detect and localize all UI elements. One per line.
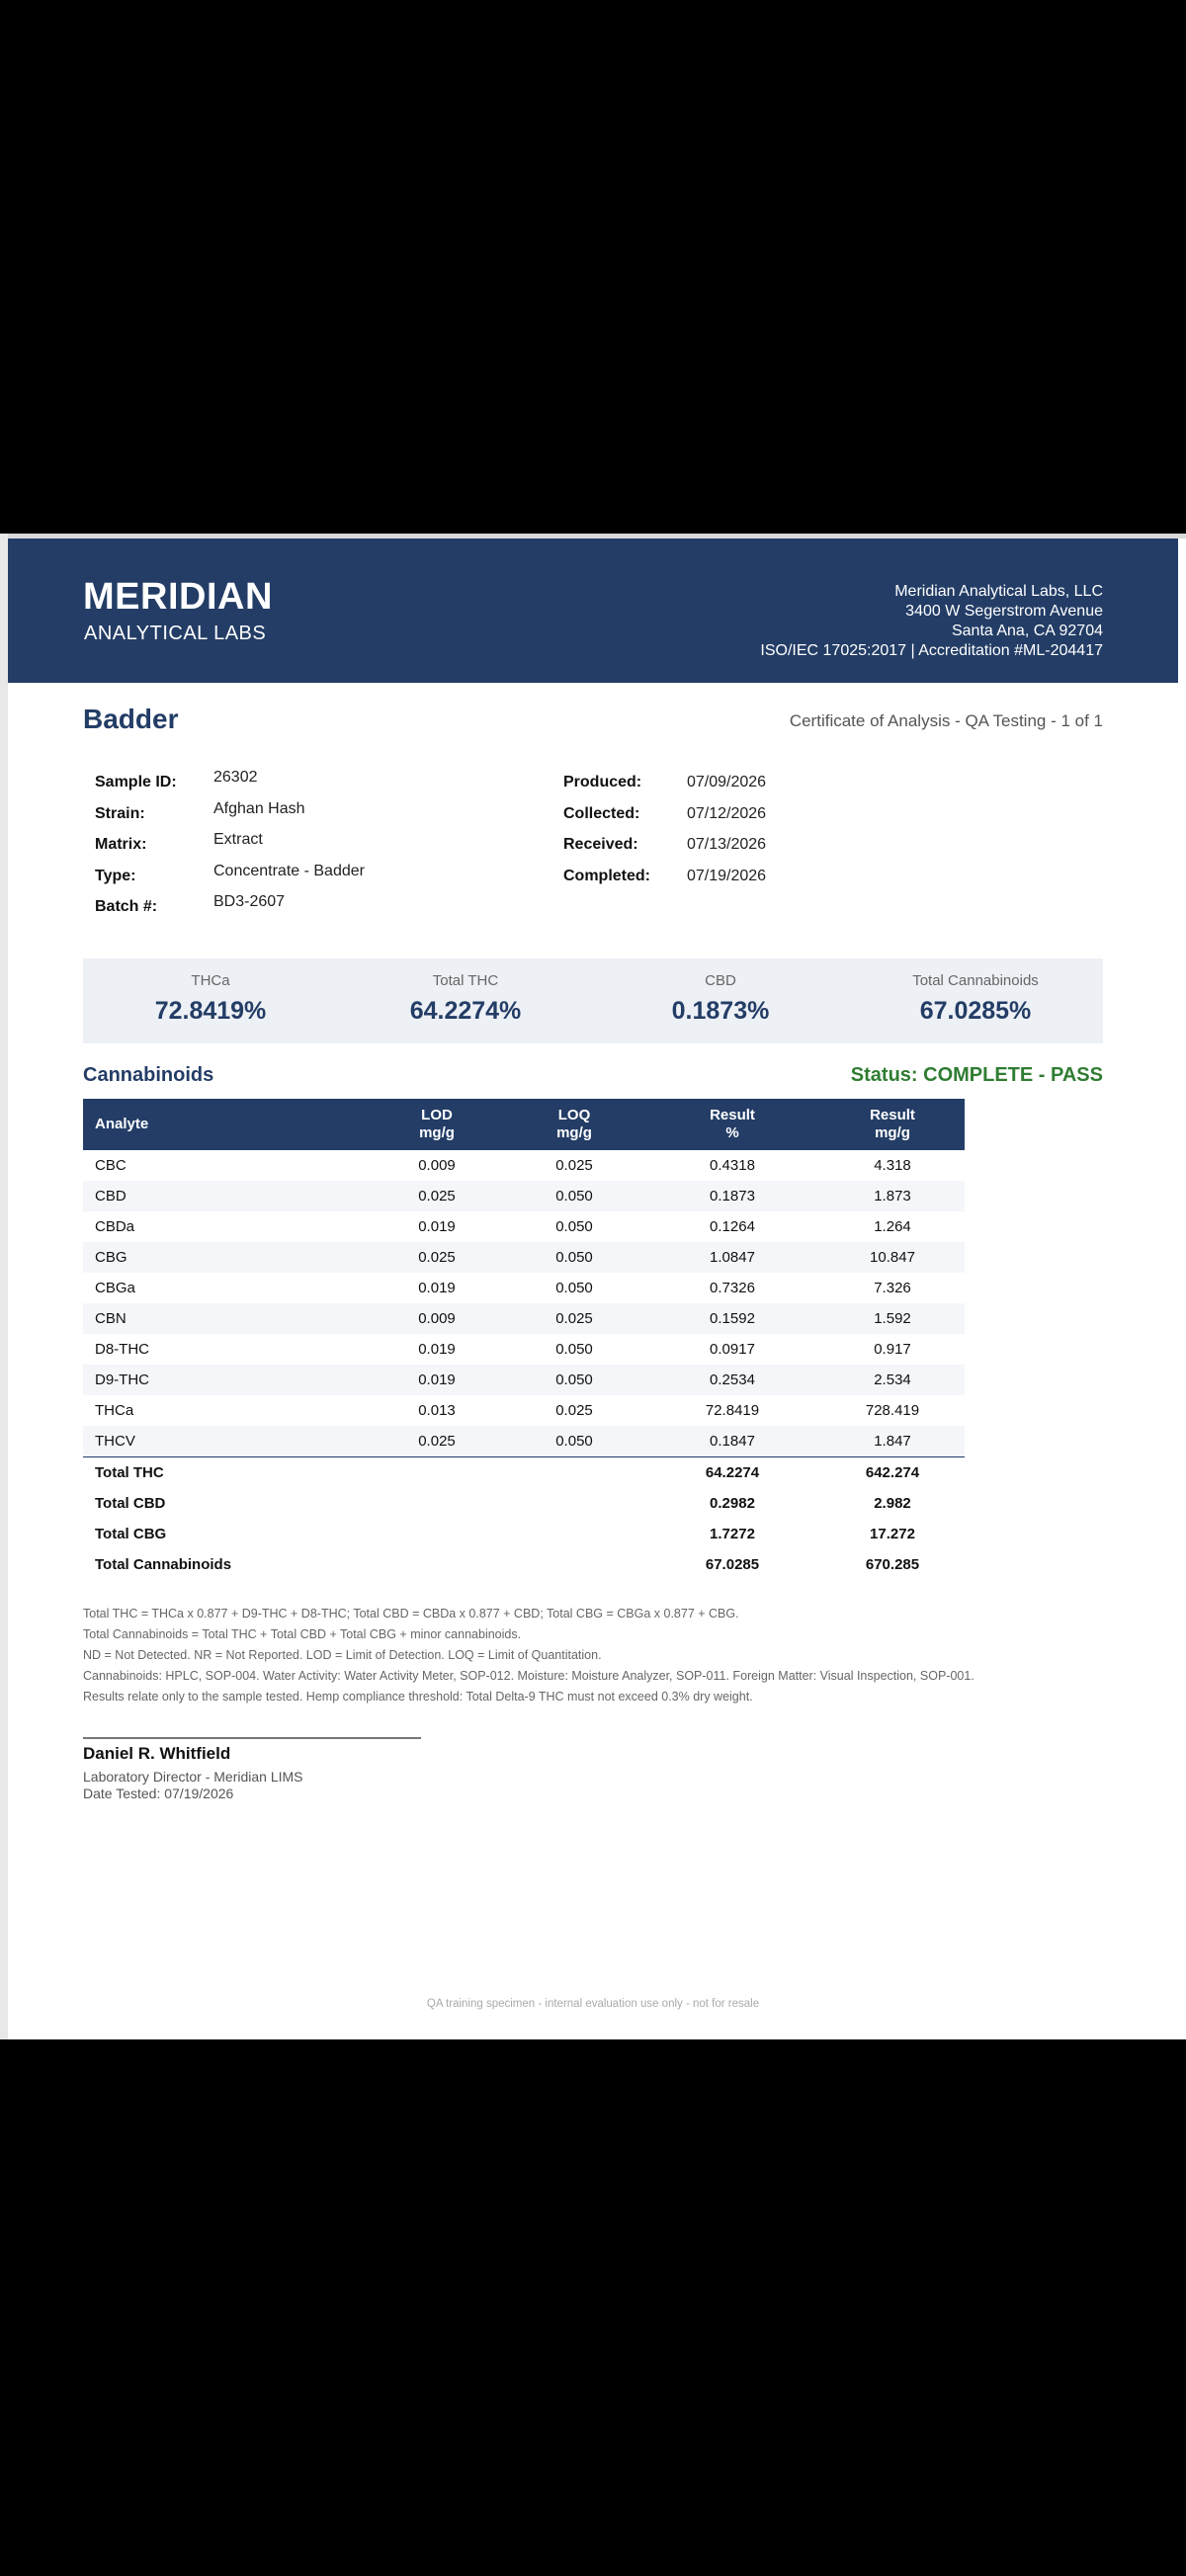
total-mgg: 2.982 (874, 1495, 911, 1512)
total-mgg: 642.274 (865, 1464, 920, 1481)
status-badge: Status: COMPLETE - PASS (850, 1064, 1103, 1086)
cell-result-mgg: 1.847 (874, 1433, 911, 1450)
cell-result-mgg: 1.592 (874, 1310, 911, 1327)
meta-key: Type: (95, 867, 136, 884)
potency-summary (83, 958, 1103, 1043)
column-header-line: Result (710, 1107, 755, 1123)
cell-result-mgg: 728.419 (865, 1402, 920, 1419)
table-row (83, 1365, 965, 1395)
table-row (83, 1426, 965, 1456)
total-percent: 64.2274 (705, 1464, 760, 1481)
cell-loq: 0.050 (555, 1218, 593, 1235)
cell-result-mgg: 2.534 (874, 1371, 911, 1388)
lab-address (760, 582, 1103, 661)
lab-info-line: 3400 W Segerstrom Avenue (905, 603, 1103, 620)
cell-loq: 0.050 (555, 1341, 593, 1358)
lab-info-line: ISO/IEC 17025:2017 | Accreditation #ML-204417 (760, 642, 1103, 659)
cell-lod: 0.013 (418, 1402, 456, 1419)
cell-result-mgg: 1.873 (874, 1188, 911, 1205)
meta-value: 07/09/2026 (687, 774, 767, 790)
cell-result-percent: 0.1847 (710, 1433, 755, 1450)
table-row (83, 1211, 965, 1242)
meta-value: Afghan Hash (213, 799, 305, 817)
table-row (83, 1334, 965, 1365)
summary-cell (83, 958, 338, 1043)
meta-key: Matrix: (95, 836, 147, 853)
date-details (563, 774, 766, 898)
total-label: Total CBG (95, 1526, 167, 1542)
column-header-line: LOD (421, 1107, 453, 1123)
column-header (370, 1099, 504, 1150)
meta-row (563, 774, 766, 805)
total-percent: 67.0285 (705, 1556, 760, 1573)
table-row (83, 1242, 965, 1273)
total-label: Total Cannabinoids (95, 1556, 232, 1573)
table-header (83, 1099, 965, 1150)
cell-analyte: D8-THC (95, 1341, 149, 1358)
summary-value: 72.8419% (154, 997, 267, 1025)
column-header-unit: mg/g (875, 1124, 910, 1141)
cell-lod: 0.019 (418, 1371, 456, 1388)
cell-result-mgg: 10.847 (870, 1249, 915, 1266)
summary-label: Total Cannabinoids (912, 972, 1039, 989)
cell-result-mgg: 0.917 (874, 1341, 911, 1358)
cell-loq: 0.050 (555, 1371, 593, 1388)
meta-value: Extract (213, 831, 263, 848)
meta-row (563, 868, 766, 899)
cell-result-percent: 0.7326 (710, 1280, 755, 1296)
cell-analyte: CBC (95, 1157, 127, 1174)
column-header (504, 1099, 644, 1150)
meta-value: 07/12/2026 (687, 804, 767, 822)
cell-analyte: CBG (95, 1249, 127, 1266)
meta-key: Sample ID: (95, 774, 177, 790)
signatory-details (83, 1769, 303, 1802)
total-row (83, 1488, 965, 1519)
cell-loq: 0.050 (555, 1433, 593, 1450)
meta-value: BD3-2607 (213, 893, 286, 910)
sample-details (95, 769, 365, 930)
left-border (0, 534, 8, 2039)
meta-value: 26302 (213, 769, 258, 786)
cell-result-mgg: 7.326 (874, 1280, 911, 1296)
cell-result-percent: 0.1264 (710, 1218, 755, 1235)
cell-loq: 0.025 (555, 1157, 593, 1174)
cell-result-percent: 0.1873 (710, 1188, 755, 1205)
summary-label: Total THC (432, 972, 499, 989)
total-row (83, 1519, 965, 1549)
cell-lod: 0.019 (418, 1341, 456, 1358)
total-label: Total THC (95, 1464, 164, 1481)
cell-result-percent: 0.2534 (710, 1371, 755, 1388)
column-header (644, 1099, 820, 1150)
summary-label: CBD (705, 972, 736, 989)
cell-result-mgg: 4.318 (874, 1157, 911, 1174)
column-header (820, 1099, 965, 1150)
summary-cell (848, 958, 1103, 1043)
total-mgg: 17.272 (870, 1526, 915, 1542)
cell-result-percent: 72.8419 (705, 1402, 760, 1419)
total-percent: 0.2982 (710, 1495, 755, 1512)
coa-label: Certificate of Analysis - QA Testing - 1 of 1 (789, 711, 1103, 730)
cell-result-percent: 0.1592 (710, 1310, 755, 1327)
cell-analyte: THCV (95, 1433, 135, 1450)
table-row (83, 1150, 965, 1181)
table-row (83, 1395, 965, 1426)
table-row (83, 1273, 965, 1303)
meta-key: Collected: (563, 804, 640, 822)
cell-analyte: CBGa (95, 1280, 135, 1296)
cell-result-mgg: 1.264 (874, 1218, 911, 1235)
column-header-unit: mg/g (419, 1124, 455, 1141)
summary-value: 64.2274% (409, 997, 522, 1025)
lab-info-line: Meridian Analytical Labs, LLC (894, 583, 1103, 600)
table-row (83, 1303, 965, 1334)
meta-row (563, 805, 766, 837)
meta-key: Strain: (95, 804, 145, 822)
column-header-line: Result (870, 1107, 915, 1123)
signature-line (83, 1737, 421, 1739)
column-header-unit: % (725, 1124, 739, 1141)
section-title: Cannabinoids (83, 1064, 214, 1086)
column-header-line: Analyte (95, 1116, 149, 1132)
cell-lod: 0.025 (418, 1433, 456, 1450)
cell-lod: 0.019 (418, 1280, 456, 1296)
table-body (83, 1150, 965, 1457)
summary-label: THCa (191, 972, 230, 989)
date-tested: Date Tested: 07/19/2026 (83, 1786, 234, 1801)
summary-cell (338, 958, 593, 1043)
cell-result-percent: 0.0917 (710, 1341, 755, 1358)
lab-info-line: Santa Ana, CA 92704 (951, 623, 1103, 639)
method-notes (83, 1604, 974, 1707)
column-header-unit: mg/g (556, 1124, 592, 1141)
column-header-line: LOQ (557, 1107, 591, 1123)
footer-disclaimer: QA training specimen - internal evaluation use only - not for resale (426, 1998, 760, 2010)
table-row (83, 1181, 965, 1211)
meta-row (563, 836, 766, 868)
meta-key: Received: (563, 836, 638, 853)
cell-loq: 0.050 (555, 1249, 593, 1266)
column-header (83, 1099, 370, 1150)
cell-lod: 0.009 (418, 1157, 456, 1174)
cell-analyte: THCa (95, 1402, 134, 1419)
brand-name: MERIDIAN (83, 576, 273, 618)
note-line: ND = Not Detected. NR = Not Reported. LOD = Limit of Detection. LOQ = Limit of Quantitation. (83, 1648, 602, 1662)
cell-lod: 0.009 (418, 1310, 456, 1327)
total-percent: 1.7272 (710, 1526, 755, 1542)
total-row (83, 1457, 965, 1488)
cell-analyte: CBDa (95, 1218, 135, 1235)
summary-value: 0.1873% (671, 997, 770, 1025)
cell-lod: 0.025 (418, 1188, 456, 1205)
signatory-name: Daniel R. Whitfield (83, 1744, 231, 1763)
cell-loq: 0.025 (555, 1310, 593, 1327)
certificate-document (0, 534, 1186, 2039)
total-label: Total CBD (95, 1495, 166, 1512)
meta-value: Concentrate - Badder (213, 862, 365, 879)
meta-key: Batch #: (95, 898, 158, 915)
cell-result-percent: 1.0847 (710, 1249, 755, 1266)
cell-analyte: CBD (95, 1188, 127, 1205)
cell-loq: 0.025 (555, 1402, 593, 1419)
meta-row (95, 893, 365, 930)
total-mgg: 670.285 (865, 1556, 920, 1573)
signatory-role: Laboratory Director - Meridian LIMS (83, 1769, 303, 1785)
lab-header (8, 539, 1178, 683)
note-line: Cannabinoids: HPLC, SOP-004. Water Activity: Water Activity Meter, SOP-012. Moisture: Moisture Analyzer, SOP-011. Foreign Matter: Visual Inspection, SOP-001. (83, 1669, 974, 1683)
cell-lod: 0.025 (418, 1249, 456, 1266)
cell-analyte: CBN (95, 1310, 127, 1327)
cell-loq: 0.050 (555, 1280, 593, 1296)
cell-loq: 0.050 (555, 1188, 593, 1205)
product-name: Badder (83, 704, 179, 734)
meta-value: 07/19/2026 (687, 867, 767, 884)
brand-subtitle: ANALYTICAL LABS (84, 623, 267, 644)
note-line: Results relate only to the sample tested. Hemp compliance threshold: Total Delta-9 THC must not exceed 0.3% dry weight. (83, 1690, 753, 1703)
meta-key: Produced: (563, 774, 642, 790)
cell-result-percent: 0.4318 (710, 1157, 755, 1174)
meta-value: 07/13/2026 (687, 836, 767, 853)
note-line: Total THC = THCa x 0.877 + D9-THC + D8-THC; Total CBD = CBDa x 0.877 + CBD; Total CBG = CBGa x 0.877 + CBG. (83, 1607, 739, 1620)
cell-lod: 0.019 (418, 1218, 456, 1235)
note-line: Total Cannabinoids = Total THC + Total CBD + Total CBG + minor cannabinoids. (83, 1627, 522, 1641)
cannabinoid-table (83, 1099, 965, 1580)
total-row (83, 1549, 965, 1580)
meta-key: Completed: (563, 867, 650, 884)
summary-value: 67.0285% (919, 997, 1032, 1025)
summary-cell (593, 958, 848, 1043)
cell-analyte: D9-THC (95, 1371, 149, 1388)
